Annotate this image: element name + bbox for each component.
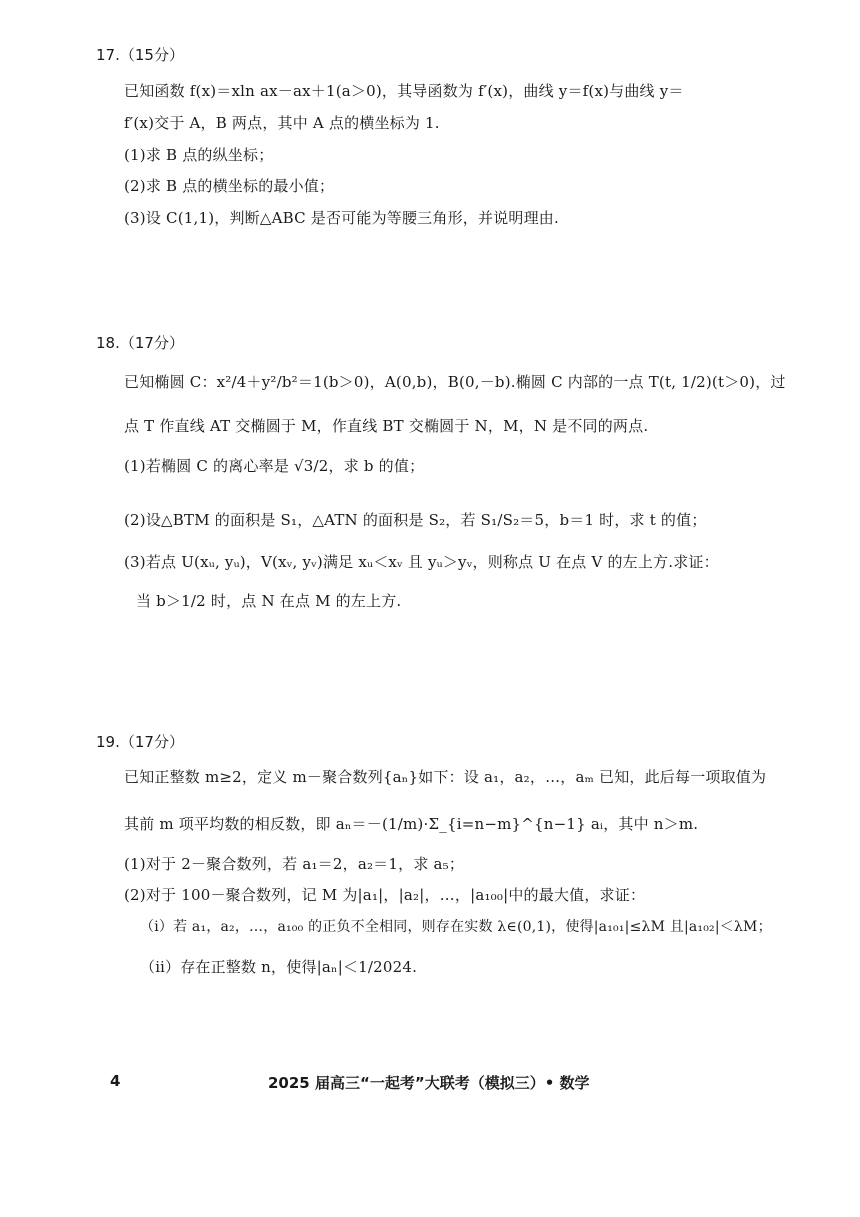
problem-18-line-1: 已知椭圆 C：x²/4＋y²/b²＝1(b＞0)，A(0,b)，B(0,－b).椭圆 C 内部的一点 T(t, 1/2)(t＞0)，过 — [124, 373, 786, 391]
problem-17-line-2: f′(x)交于 A，B 两点，其中 A 点的横坐标为 1. — [124, 114, 440, 132]
problem-17-part-2: (2)求 B 点的横坐标的最小值； — [124, 177, 335, 195]
problem-19-part-2: (2)对于 100－聚合数列，记 M 为|a₁|，|a₂|，…，|a₁₀₀|中的最大值，求证： — [124, 886, 646, 904]
problem-19-line-1: 已知正整数 m≥2，定义 m－聚合数列{aₙ}如下：设 a₁，a₂，…，aₘ 已知，此后每一项取值为 — [124, 768, 767, 786]
page-number: 4 — [110, 1072, 121, 1090]
problem-19-part-2-i: （ⅰ）若 a₁，a₂，…，a₁₀₀ 的正负不全相同，则存在实数 λ∈(0,1)，使得|a₁₀₁|≤λM 且|a₁₀₂|＜λM； — [140, 919, 772, 935]
page-footer — [0, 1072, 860, 1096]
problem-17-line-1: 已知函数 f(x)＝xln ax－ax＋1(a＞0)，其导函数为 f′(x)，曲线 y＝f(x)与曲线 y＝ — [124, 82, 684, 100]
problem-18-part-3-cont: 当 b＞1/2 时，点 N 在点 M 的左上方. — [136, 592, 402, 610]
problem-18-part-3: (3)若点 U(xᵤ, yᵤ)，V(xᵥ, yᵥ)满足 xᵤ＜xᵥ 且 yᵤ＞yᵥ，则称点 U 在点 V 的左上方.求证： — [124, 553, 719, 571]
problem-17-header: 17.（15分） — [96, 46, 184, 64]
problem-19-part-2-ii: （ⅱ）存在正整数 n，使得|aₙ|＜1/2024. — [140, 958, 418, 976]
problem-17-part-1: (1)求 B 点的纵坐标； — [124, 146, 274, 164]
problem-18-part-2: (2)设△BTM 的面积是 S₁，△ATN 的面积是 S₂，若 S₁/S₂＝5，b＝1 时，求 t 的值； — [124, 511, 707, 529]
exam-title: 2025 届高三“一起考”大联考（模拟三）• 数学 — [268, 1074, 590, 1092]
problem-19-part-1: (1)对于 2－聚合数列，若 a₁＝2，a₂＝1，求 a₅； — [124, 855, 465, 873]
problem-18-line-2: 点 T 作直线 AT 交椭圆于 M，作直线 BT 交椭圆于 N，M，N 是不同的两点. — [124, 417, 649, 435]
problem-19-header: 19.（17分） — [96, 733, 184, 751]
problem-19-line-2: 其前 m 项平均数的相反数，即 aₙ＝－(1/m)·Σ_{i=n−m}^{n−1} aᵢ，其中 n＞m. — [124, 815, 699, 833]
problem-17-part-3: (3)设 C(1,1)，判断△ABC 是否可能为等腰三角形，并说明理由. — [124, 209, 559, 227]
problem-18-header: 18.（17分） — [96, 334, 184, 352]
problem-18-part-1: (1)若椭圆 C 的离心率是 √3/2，求 b 的值； — [124, 457, 425, 475]
